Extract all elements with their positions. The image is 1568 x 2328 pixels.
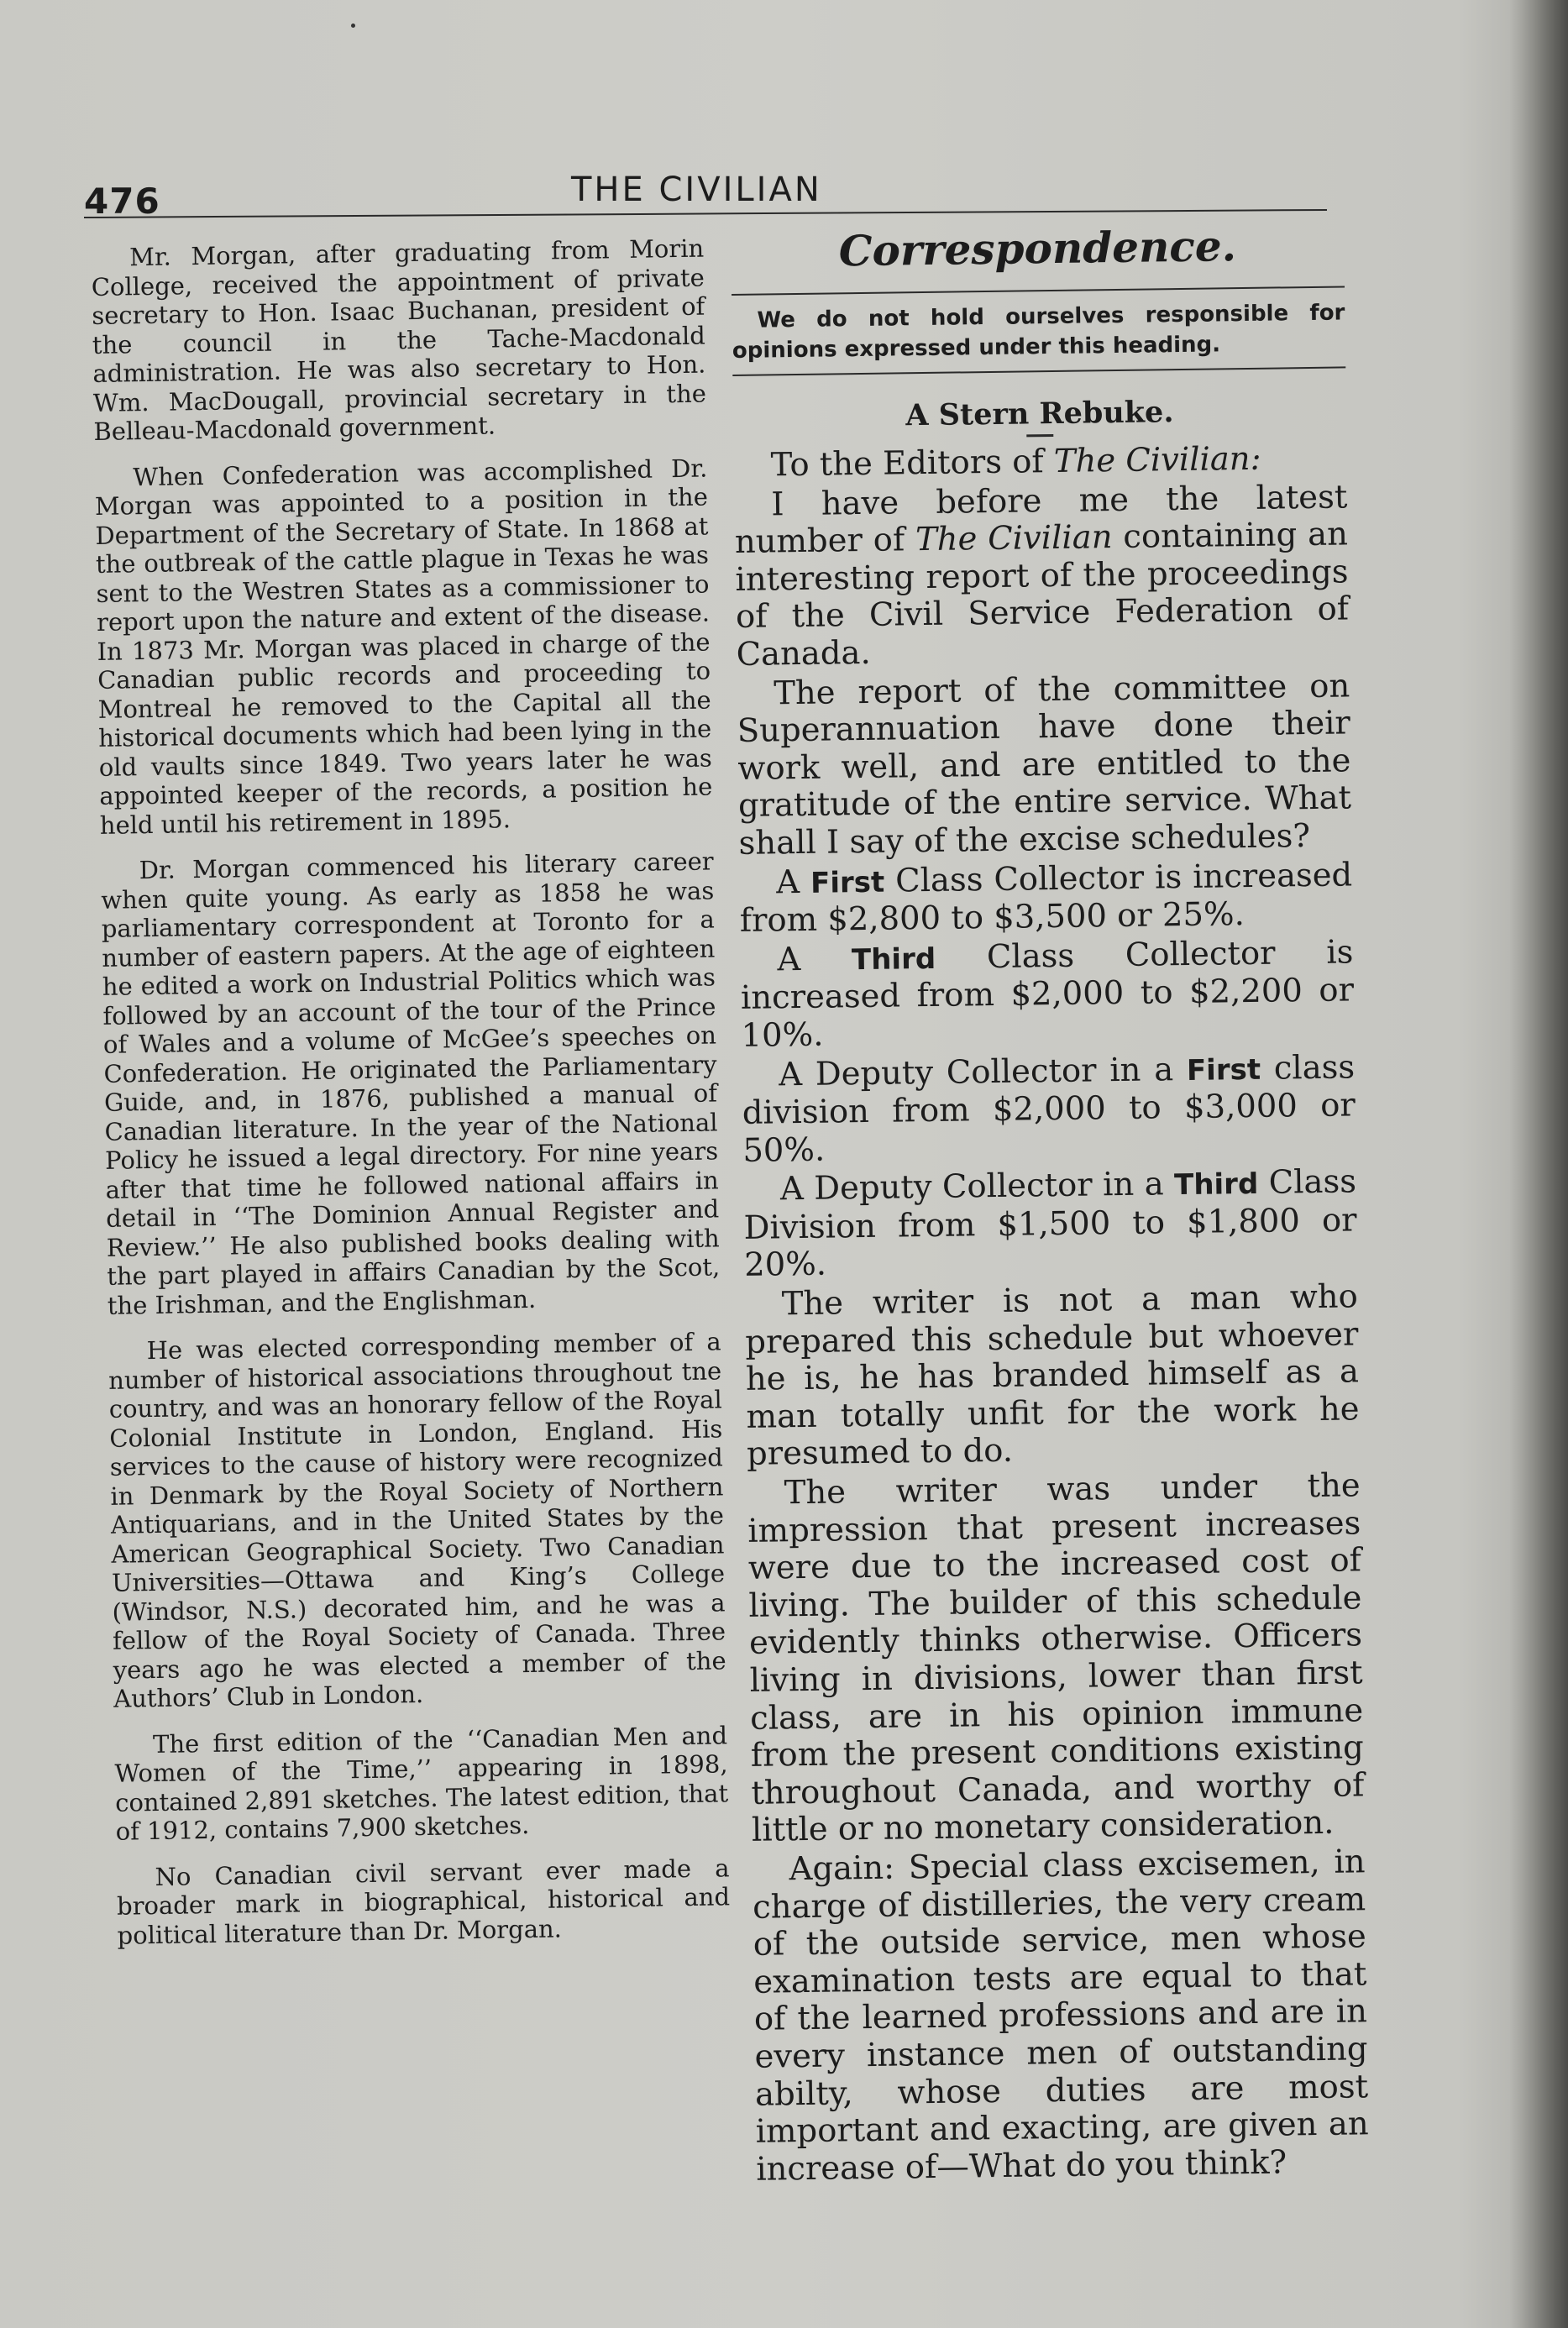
- bold-term: First: [1186, 1052, 1261, 1088]
- salutation-text: To the Editors of: [770, 442, 1055, 485]
- publication-name: The Civilian: [915, 518, 1113, 559]
- running-title: THE CIVILIAN: [571, 170, 822, 209]
- text-run: A: [775, 863, 811, 901]
- text-run: Class Collector is increased from $2,800 to $3,500 or 25%.: [739, 855, 1353, 941]
- letter-paragraph: [742, 1049, 1356, 1170]
- letter-paragraph: [739, 857, 1353, 941]
- title-dash: [1026, 434, 1053, 437]
- bold-term: Third: [1173, 1167, 1259, 1203]
- paragraph: He was elected corresponding member of a number of historical associations throughout tne country, and was an honorary fellow of the Royal Colonial Institute in London, England. His services to the cause of history were recognized in Denmark by the Royal Society of Northern Antiquarians, and in the United States by the American Geographical Society. Two Canadian Universities—Ottawa and King’s College (Windsor, N.S.) decorated him, and he was a fellow of the Royal Society of Canada. Three years ago he was elected a member of the Authors’ Club in London.: [108, 1327, 726, 1713]
- left-column: [91, 234, 731, 1967]
- binding-shadow: [1509, 0, 1568, 2328]
- paragraph: Mr. Morgan, after graduating from Morin College, received the appointment of private secretary to Hon. Isaac Buchanan, president of the council in the Tache-Macdonald administration. He was also secretary to Hon. Wm. MacDougall, provincial secretary in the Belleau-Macdonald government.: [91, 233, 707, 446]
- paragraph: Dr. Morgan commenced his literary career when quite young. As early as 1858 he was parliamentary correspondent at Toronto for a number of eastern papers. At the age of eighteen he edited a work on Industrial Politics which was followed by an account of the tour of the Prince of Wales and a volume of McGee’s speeches on Confederation. He originated the Parliamentary Guide, and, in 1876, published a manual of Canadian literature. In the year of the National Policy he issued a legal directory. For nine years after that time he followed national affairs in detail in ‘‘The Dominion Annual Register and Review.’’ He also published books dealing with the part played in affairs Canadian by the Scot, the Irishman, and the Englishman.: [101, 847, 721, 1320]
- divider: [732, 366, 1345, 376]
- section-heading: Correspondence.: [838, 221, 1237, 276]
- text-run: I have before me the latest number of: [734, 478, 1348, 562]
- letter-paragraph: The report of the committee on Superannuation have done their work well, and are entitled to the gratitude of the entire service. What shall I say of the excise schedules?: [737, 666, 1352, 863]
- letter-paragraph: The writer was under the impression that present increases were due to the increased cost of living. The builder of this schedule evidently thinks otherwise. Officers living in divisions, lower than first class, are in his opinion immune from the present conditions existing throughout Canada, and worthy of little or no monetary consideration.: [747, 1466, 1365, 1850]
- divider: [732, 286, 1345, 296]
- right-column: [731, 218, 1370, 2190]
- text-run: Class Division from $1,500 to $1,800 or 20%.: [743, 1162, 1357, 1285]
- letter-paragraph: Again: Special class excisemen, in charge of distilleries, the very cream of the outside service, men whose examination tests are equal to that of the learned professions and are in every instance men of outstanding abilty, whose duties are most important and exacting, are given an increase of—What do you think?: [752, 1843, 1369, 2189]
- paragraph: When Confederation was accomplished Dr. Morgan was appointed to a position in the Department of the Secretary of State. In 1868 at the outbreak of the cattle plague in Texas he was sent to the Westren States as a commissioner to report upon the nature and extent of the disease. In 1873 Mr. Morgan was placed in charge of the Canadian public records and proceeding to Montreal he removed to the Capital all the historical documents which had been lying in the old vaults since 1849. Two years later he was appointed keeper of the records, a position he held until his retirement in 1895.: [94, 454, 713, 840]
- article-title: A Stern Rebuke.: [905, 395, 1174, 433]
- text-run: containing an interesting report of the proceedings of the Civil Service Federation of Canada.: [735, 515, 1350, 674]
- text-run: A Deputy Collector in a: [778, 1050, 1188, 1093]
- page-number: 476: [84, 181, 160, 222]
- text-run: Class Collector is increased from $2,000 to $2,200 or 10%.: [740, 933, 1355, 1055]
- text-run: A: [777, 939, 852, 979]
- text-run: class division from $2,000 to $3,000 or 50%.: [742, 1047, 1356, 1170]
- editorial-disclaimer: We do not hold ourselves responsible for opinions expressed under this heading.: [732, 300, 1345, 364]
- ink-speck: [351, 24, 355, 28]
- paragraph: No Canadian civil servant ever made a broader mark in biographical, historical and political literature than Dr. Morgan.: [116, 1853, 731, 1950]
- letter-paragraph: The writer is not a man who prepared this schedule but whoever he is, he has branded himself as a man totally unfit for the work he presumed to do.: [745, 1277, 1360, 1474]
- bold-term: First: [810, 865, 885, 900]
- publication-name: The Civilian:: [1053, 439, 1261, 480]
- text-run: A Deputy Collector in a: [779, 1165, 1175, 1209]
- paragraph: The first edition of the ‘‘Canadian Men and Women of the Time,’’ appearing in 1898, contained 2,891 sketches. The latest edition, that of 1912, contains 7,900 sketches.: [114, 1720, 729, 1846]
- letter-paragraph: [743, 1164, 1358, 1285]
- letter-paragraph: [740, 934, 1355, 1055]
- bold-term: Third: [851, 941, 936, 977]
- letter-paragraph: [734, 479, 1350, 674]
